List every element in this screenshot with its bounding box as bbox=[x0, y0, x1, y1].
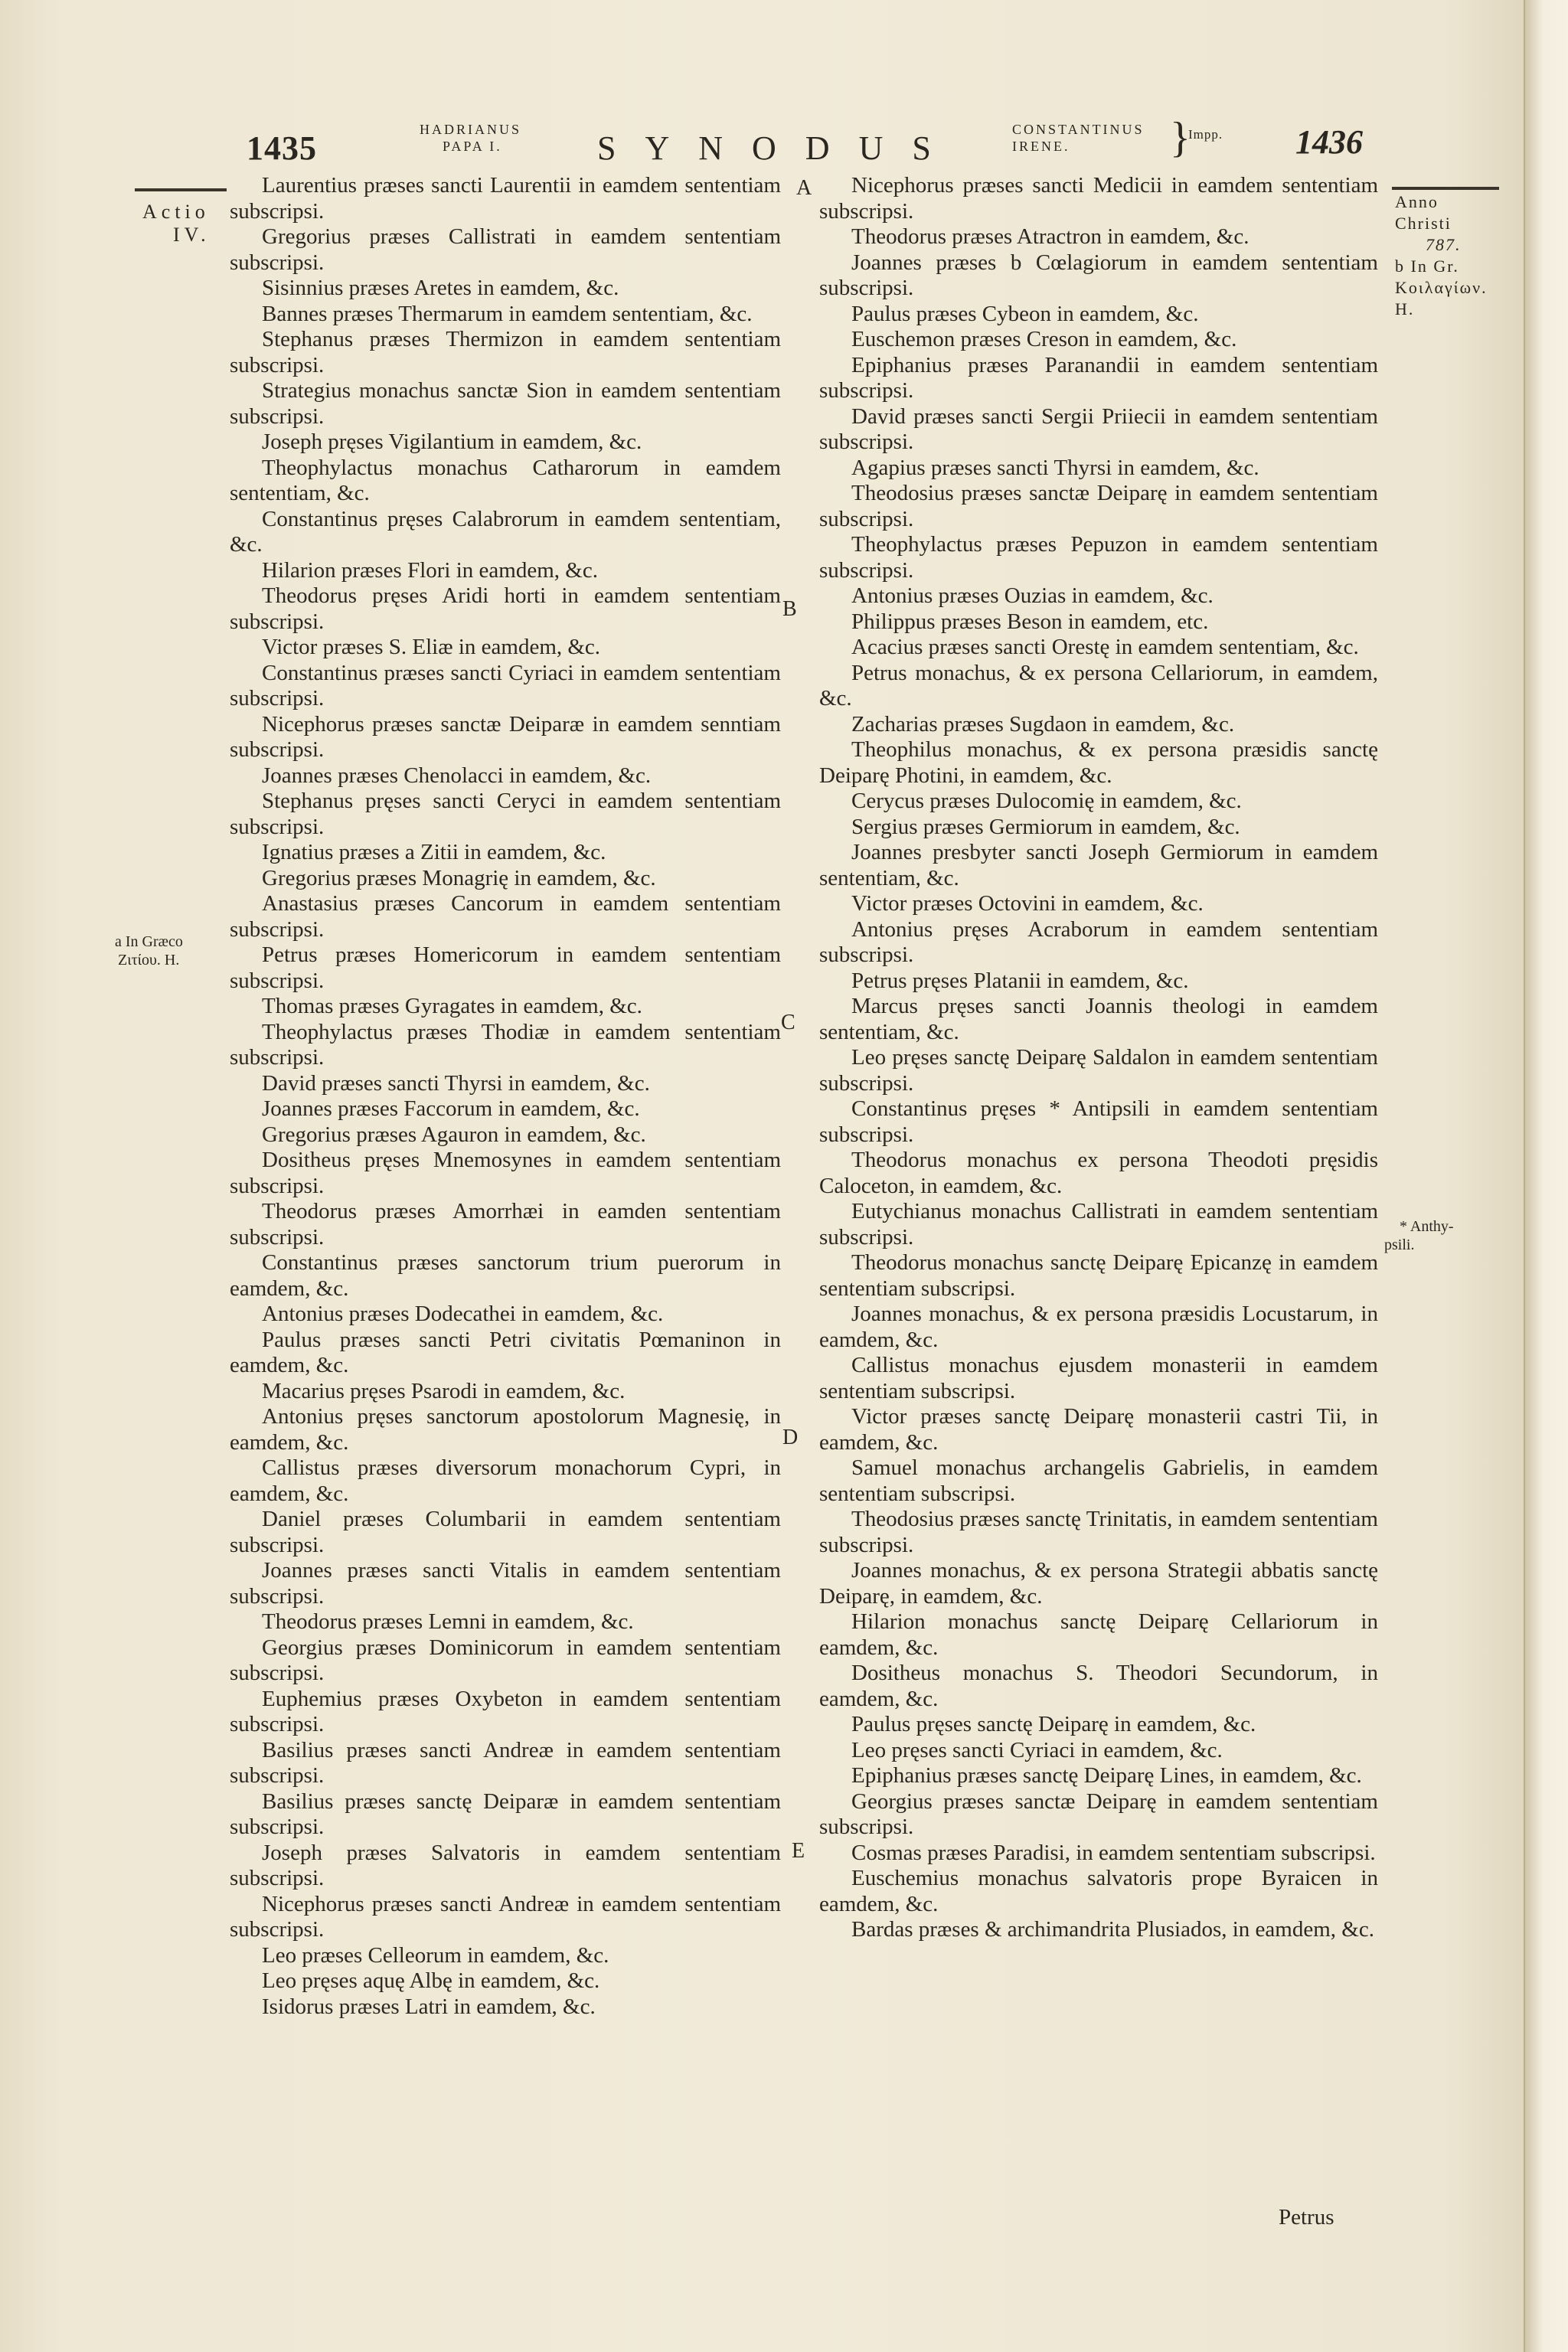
margin-note-b-line2: Κοιλαγίων. bbox=[1395, 278, 1488, 297]
brace-glyph: } bbox=[1170, 114, 1191, 162]
subscription-entry: Joannes monachus, & ex persona præsidis Locustarum, in eamdem, &c. bbox=[819, 1302, 1378, 1352]
subscription-entry: Cerycus præses Dulocomię in eamdem, &c. bbox=[851, 789, 1242, 813]
subscription-entry: Joannes præses b Cœlagiorum in eamdem sententiam subscripsi. bbox=[819, 250, 1378, 300]
subscription-entry: Theophylactus præses Thodiæ in eamdem sententiam subscripsi. bbox=[230, 1019, 781, 1070]
subscription-entry: Laurentius præses sancti Laurentii in eamdem sententiam subscripsi. bbox=[230, 173, 781, 224]
margin-rule-right bbox=[1392, 187, 1499, 190]
subscription-entry: Theodosius præses sanctę Trinitatis, in eamdem sententiam subscripsi. bbox=[819, 1507, 1378, 1557]
subscription-entry: Epiphanius præses sanctę Deiparę Lines, in eamdem, &c. bbox=[851, 1763, 1362, 1788]
subscription-entry: Joannes præses Faccorum in eamdem, &c. bbox=[262, 1096, 640, 1121]
subscription-entry: Antonius pręses sanctorum apostolorum Magnesię, in eamdem, &c. bbox=[230, 1404, 781, 1455]
subscription-entry: Georgius præses sanctæ Deiparę in eamdem sententiam subscripsi. bbox=[819, 1788, 1378, 1839]
running-head-right-top: CONSTANTINUS bbox=[1012, 122, 1145, 137]
subscription-entry: David præses sancti Thyrsi in eamdem, &c. bbox=[262, 1070, 650, 1096]
subscription-entry: Philippus præses Beson in eamdem, etc. bbox=[851, 609, 1209, 634]
subscription-entry: Isidorus præses Latri in eamdem, &c. bbox=[262, 1994, 596, 2019]
subscription-entry: Agapius præses sancti Thyrsi in eamdem, &c. bbox=[851, 455, 1259, 480]
subscription-entry: Nicephorus præses sancti Andreæ in eamdem sententiam subscripsi. bbox=[230, 1891, 781, 1942]
subscription-entry: Bannes præses Thermarum in eamdem sententiam, &c. bbox=[262, 301, 753, 326]
subscription-entry: Paulus præses Cybeon in eamdem, &c. bbox=[851, 301, 1199, 326]
running-head-imp: Impp. bbox=[1188, 127, 1223, 142]
subscription-entry: Antonius præses Ouzias in eamdem, &c. bbox=[851, 583, 1214, 608]
running-head-left-top: HADRIANUS bbox=[420, 122, 522, 137]
subscription-entry: Ignatius præses a Zitii in eamdem, &c. bbox=[262, 840, 606, 864]
right-column bbox=[819, 173, 1378, 1943]
subscription-entry: Joannes presbyter sancti Joseph Germiorum in eamdem sententiam, &c. bbox=[819, 840, 1378, 890]
subscription-entry: Theodorus præses Amorrhæi in eamden sententiam subscripsi. bbox=[230, 1199, 781, 1250]
subscription-entry: Acacius præses sancti Orestę in eamdem sententiam, &c. bbox=[851, 635, 1359, 659]
subscription-entry: Dositheus pręses Mnemosynes in eamdem sententiam subscripsi. bbox=[230, 1148, 781, 1198]
margin-note-star-line2: psili. bbox=[1384, 1236, 1415, 1253]
subscription-entry: Victor præses Octovini in eamdem, &c. bbox=[851, 891, 1204, 916]
subscription-entry: Euschemius monachus salvatoris prope Byraicen in eamdem, &c. bbox=[819, 1866, 1378, 1916]
subscription-entry: Joannes præses Chenolacci in eamdem, &c. bbox=[262, 763, 652, 788]
subscription-entry: Gregorius præses Callistrati in eamdem sententiam subscripsi. bbox=[230, 224, 781, 275]
subscription-entry: Sisinnius præses Aretes in eamdem, &c. bbox=[262, 276, 619, 300]
subscription-entry: Eutychianus monachus Callistrati in eamdem sententiam subscripsi. bbox=[819, 1199, 1378, 1250]
margin-note-b-line3: H. bbox=[1395, 299, 1415, 318]
margin-christi: Christi bbox=[1395, 214, 1452, 233]
left-column bbox=[230, 173, 781, 2020]
subscription-entry: Bardas præses & archimandrita Plusiados, in eamdem, &c. bbox=[851, 1917, 1374, 1942]
subscription-entry: Theodorus præses Atractron in eamdem, &c. bbox=[851, 224, 1250, 249]
subscription-entry: Joseph pręses Vigilantium in eamdem, &c. bbox=[262, 430, 642, 454]
subscription-entry: Victor præses S. Eliæ in eamdem, &c. bbox=[262, 635, 601, 659]
subscription-entry: Hilarion monachus sanctę Deiparę Cellariorum in eamdem, &c. bbox=[819, 1609, 1378, 1660]
section-letter-b: B bbox=[782, 597, 797, 621]
subscription-entry: Marcus pręses sancti Joannis theologi in eamdem sententiam, &c. bbox=[819, 994, 1378, 1044]
subscription-entry: Basilius præses sanctę Deiparæ in eamdem sententiam subscripsi. bbox=[230, 1788, 781, 1839]
subscription-entry: Constantinus pręses * Antipsili in eamdem sententiam subscripsi. bbox=[819, 1096, 1378, 1147]
margin-year: 787. bbox=[1426, 235, 1462, 254]
subscription-entry: Theodorus monachus sanctę Deiparę Epicanzę in eamdem sententiam subscripsi. bbox=[819, 1250, 1378, 1301]
subscription-entry: Samuel monachus archangelis Gabrielis, in eamdem sententiam subscripsi. bbox=[819, 1455, 1378, 1506]
subscription-entry: Theodorus monachus ex persona Theodoti pręsidis Caloceton, in eamdem, &c. bbox=[819, 1148, 1378, 1198]
subscription-entry: Euschemon præses Creson in eamdem, &c. bbox=[851, 327, 1237, 351]
subscription-entry: Cosmas præses Paradisi, in eamdem sententiam subscripsi. bbox=[851, 1840, 1376, 1865]
subscription-entry: Antonius præses Dodecathei in eamdem, &c. bbox=[262, 1302, 664, 1326]
subscription-entry: Leo præses Celleorum in eamdem, &c. bbox=[262, 1942, 609, 1968]
page-number-right: 1436 bbox=[1295, 123, 1363, 161]
subscription-entry: Euphemius præses Oxybeton in eamdem sententiam subscripsi. bbox=[230, 1686, 781, 1736]
subscription-entry: Joannes monachus, & ex persona Strategii abbatis sanctę Deiparę, in eamdem, &c. bbox=[819, 1558, 1378, 1609]
section-letter-e: E bbox=[792, 1839, 805, 1863]
running-title: SYNODUS bbox=[597, 129, 960, 167]
margin-note-a-line2: Ζιτίου. H. bbox=[118, 952, 180, 969]
subscription-entry: David præses sancti Sergii Priiecii in eamdem sententiam subscripsi. bbox=[819, 403, 1378, 454]
subscription-entry: Stephanus præses Thermizon in eamdem sententiam subscripsi. bbox=[230, 327, 781, 377]
facing-page-edge bbox=[1524, 0, 1568, 2352]
subscription-entry: Epiphanius præses Paranandii in eamdem sententiam subscripsi. bbox=[819, 352, 1378, 403]
margin-note-a bbox=[115, 933, 183, 969]
subscription-entry: Joseph præses Salvatoris in eamdem sententiam subscripsi. bbox=[230, 1840, 781, 1890]
subscription-entry: Daniel præses Columbarii in eamdem sententiam subscripsi. bbox=[230, 1507, 781, 1557]
subscription-entry: Dositheus monachus S. Theodori Secundorum, in eamdem, &c. bbox=[819, 1661, 1378, 1711]
subscription-entry: Joannes præses sancti Vitalis in eamdem sententiam subscripsi. bbox=[230, 1558, 781, 1609]
margin-actio bbox=[142, 201, 211, 247]
margin-rule-left bbox=[135, 188, 227, 191]
subscription-entry: Zacharias præses Sugdaon in eamdem, &c. bbox=[851, 711, 1235, 737]
subscription-entry: Georgius præses Dominicorum in eamdem sententiam subscripsi. bbox=[230, 1635, 781, 1685]
subscription-entry: Hilarion præses Flori in eamdem, &c. bbox=[262, 557, 598, 583]
running-head-left bbox=[420, 121, 521, 155]
subscription-entry: Paulus pręses sanctę Deiparę in eamdem, &c. bbox=[851, 1712, 1256, 1736]
subscription-entry: Callistus præses diversorum monachorum Cypri, in eamdem, &c. bbox=[230, 1455, 781, 1506]
subscription-entry: Sergius præses Germiorum in eamdem, &c. bbox=[851, 814, 1240, 839]
subscription-entry: Constantinus pręses Calabrorum in eamdem sententiam, &c. bbox=[230, 506, 781, 557]
subscription-entry: Basilius præses sancti Andreæ in eamdem sententiam subscripsi. bbox=[230, 1737, 781, 1788]
subscription-entry: Constantinus præses sancti Cyriaci in eamdem sententiam subscripsi. bbox=[230, 660, 781, 710]
subscription-entry: Macarius pręses Psarodi in eamdem, &c. bbox=[262, 1378, 626, 1403]
subscription-entry: Constantinus præses sanctorum trium puerorum in eamdem, &c. bbox=[230, 1250, 781, 1301]
subscription-entry: Nicephorus præses sancti Medicii in eamdem sententiam subscripsi. bbox=[819, 173, 1378, 224]
subscription-entry: Victor præses sanctę Deiparę monasterii castri Tii, in eamdem, &c. bbox=[819, 1404, 1378, 1455]
subscription-entry: Theophylactus monachus Catharorum in eamdem sententiam, &c. bbox=[230, 455, 781, 505]
subscription-entry: Paulus præses sancti Petri civitatis Pœmaninon in eamdem, &c. bbox=[230, 1327, 781, 1377]
subscription-entry: Callistus monachus ejusdem monasterii in eamdem sententiam subscripsi. bbox=[819, 1353, 1378, 1403]
subscription-entry: Leo pręses sancti Cyriaci in eamdem, &c. bbox=[851, 1737, 1223, 1762]
margin-note-a-line1: a In Græco bbox=[115, 933, 183, 950]
margin-anno: Anno bbox=[1395, 192, 1439, 211]
subscription-entry: Petrus pręses Platanii in eamdem, &c. bbox=[851, 968, 1189, 993]
subscription-entry: Gregorius præses Agauron in eamdem, &c. bbox=[262, 1122, 646, 1147]
subscription-entry: Antonius pręses Acraborum in eamdem sententiam subscripsi. bbox=[819, 916, 1378, 967]
subscription-entry: Petrus monachus, & ex persona Cellariorum, in eamdem, &c. bbox=[819, 660, 1378, 710]
subscription-entry: Leo pręses aquę Albę in eamdem, &c. bbox=[262, 1968, 600, 1993]
subscription-entry: Stephanus pręses sancti Ceryci in eamdem sententiam subscripsi. bbox=[230, 789, 781, 839]
page-number-left: 1435 bbox=[247, 129, 317, 167]
subscription-entry: Nicephorus præses sanctæ Deiparæ in eamdem senntiam subscripsi. bbox=[230, 711, 781, 762]
margin-actio-number: IV. bbox=[173, 224, 211, 246]
running-head-right-bottom: IRENE. bbox=[1012, 139, 1070, 154]
margin-year-block bbox=[1395, 191, 1488, 320]
subscription-entry: Leo pręses sanctę Deiparę Saldalon in eamdem sententiam subscripsi. bbox=[819, 1045, 1378, 1096]
subscription-entry: Anastasius præses Cancorum in eamdem sententiam subscripsi. bbox=[230, 891, 781, 942]
subscription-entry: Gregorius præses Monagrię in eamdem, &c. bbox=[262, 865, 656, 890]
subscription-entry: Theophilus monachus, & ex persona præsidis sanctę Deiparę Photini, in eamdem, &c. bbox=[819, 737, 1378, 788]
subscription-entry: Theodosius præses sanctæ Deiparę in eamdem sententiam subscripsi. bbox=[819, 481, 1378, 531]
running-head-right bbox=[1012, 121, 1145, 155]
running-head-left-bottom: PAPA I. bbox=[443, 139, 502, 154]
subscription-entry: Theophylactus præses Pepuzon in eamdem sententiam subscripsi. bbox=[819, 532, 1378, 583]
margin-note-star bbox=[1384, 1217, 1454, 1254]
section-letter-a: A bbox=[796, 176, 812, 200]
margin-note-star-line1: * Anthy- bbox=[1400, 1218, 1454, 1235]
subscription-entry: Theodorus præses Lemni in eamdem, &c. bbox=[262, 1609, 634, 1634]
catchword: Petrus bbox=[1279, 2205, 1334, 2230]
subscription-entry: Thomas præses Gyragates in eamdem, &c. bbox=[262, 994, 642, 1018]
margin-actio-label: Actio bbox=[142, 201, 210, 223]
section-letter-d: D bbox=[782, 1426, 799, 1449]
subscription-entry: Theodorus pręses Aridi horti in eamdem sententiam subscripsi. bbox=[230, 583, 781, 634]
subscription-entry: Strategius monachus sanctæ Sion in eamdem sententiam subscripsi. bbox=[230, 378, 781, 429]
margin-note-b-line1: b In Gr. bbox=[1395, 256, 1459, 276]
subscription-entry: Petrus præses Homericorum in eamdem sententiam subscripsi. bbox=[230, 942, 781, 993]
section-letter-c: C bbox=[781, 1011, 795, 1034]
